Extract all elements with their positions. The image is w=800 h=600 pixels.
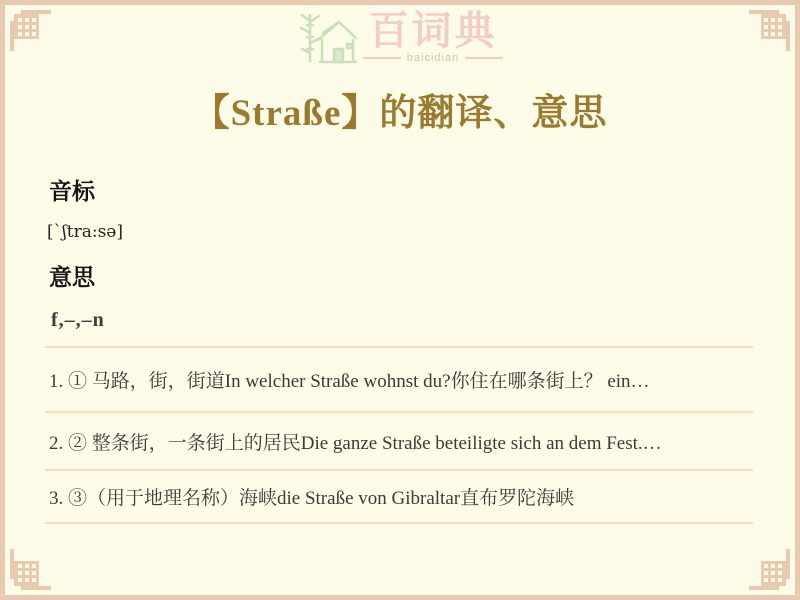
corner-ornament-icon (749, 7, 793, 51)
page-title: 【Straße】的翻译、意思 (192, 93, 608, 134)
subtitle-dash-left (363, 57, 401, 59)
meaning-heading: 意思 (49, 265, 95, 290)
brand-subtitle: baicidian (406, 52, 460, 64)
logo[interactable] (5, 5, 795, 71)
brand-subtitle-row (363, 52, 503, 64)
brand-name: 百词典 (368, 8, 498, 53)
definitions-list (45, 346, 753, 524)
phonetic-heading: 音标 (49, 179, 95, 204)
phonetic-value: [`ʃtra:sə] (47, 222, 123, 242)
corner-ornament-icon (7, 549, 51, 593)
definition-row: 3. ③（用于地理名称）海峡die Straße von Gibraltar直布罗陀海峡 (45, 471, 753, 524)
definition-row: 2. ② 整条街，一条街上的居民Die ganze Straße beteiligte sich an dem Fest.… (45, 413, 753, 471)
subtitle-dash-right (465, 57, 503, 59)
entry-content (45, 179, 753, 524)
corner-ornament-icon (749, 549, 793, 593)
grammar-label: f,–,–n (51, 309, 105, 331)
definition-row: 1. ① 马路，街，街道In welcher Straße wohnst du?你住在哪条街上？ ein… (45, 348, 753, 413)
house-bamboo-icon (297, 9, 359, 67)
corner-ornament-icon (7, 7, 51, 51)
logo-text (363, 9, 503, 64)
